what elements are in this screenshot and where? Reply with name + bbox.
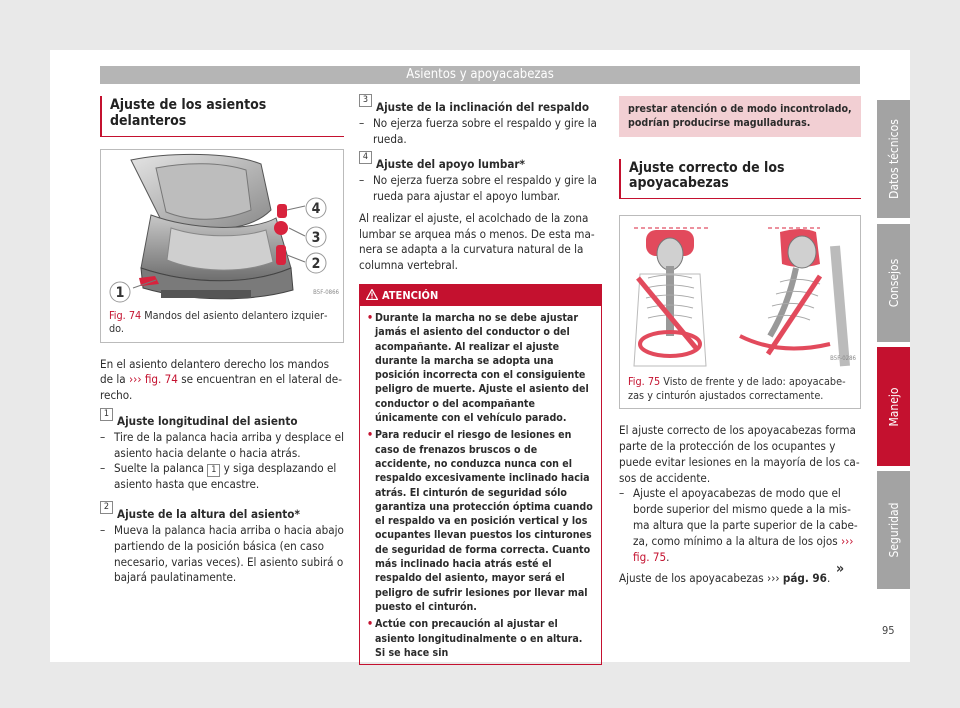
ref-arrows: ››› <box>840 533 854 548</box>
ref-arrows: ››› <box>767 571 780 586</box>
headrest-paragraph: El ajuste correcto de los apoyacabezas forma parte de la protección de los ocupantes y puede evitar lesiones en la mayoría de los casos de accidente. <box>619 423 860 485</box>
bullet-item: – No ejerza fuerza sobre el respaldo y gire la rueda para ajustar el apoyo lumbar. <box>359 173 602 205</box>
bullet-item: – Mueva la palanca hacia arriba o hacia abajo partiendo de la posición básica (en caso necesario, varias veces). El asiento subirá o bajará paulatinamente. <box>100 523 344 586</box>
section-heading-headrests: Ajuste correcto de los apoyacabezas <box>619 159 861 200</box>
callout-3: 3 <box>311 229 321 246</box>
fig-75-link[interactable]: fig. 75 <box>633 549 667 564</box>
page-number: 95 <box>882 624 895 637</box>
bullet-item: – Ajuste el apoyacabezas de modo que el borde superior del mismo quede a la misma altura que la parte superior de la cabeza, como mínimo a la altura de los ojos ››› fig. 75. <box>619 486 861 565</box>
figure-code: B5F-0286 <box>830 355 856 363</box>
figure-74 <box>100 149 344 343</box>
lumbar-paragraph: Al realizar el ajuste, el acolchado de la zona lumbar se arquea más o menos. De esta manera se adapta a la curvatura natural de la columna vertebral. <box>359 210 595 273</box>
ref-arrows: ››› <box>128 372 142 387</box>
warning-continuation: prestar atención o de modo incontrolado, podrían producirse magulladuras. <box>619 96 861 137</box>
column-3 <box>619 96 861 587</box>
seat-svg <box>101 150 343 303</box>
column-1 <box>100 96 344 586</box>
continue-mark: » <box>836 561 845 577</box>
column-2 <box>359 96 602 665</box>
figure-code: B5F-0866 <box>313 288 339 296</box>
step-number: 1 <box>100 408 113 421</box>
callout-1: 1 <box>115 284 125 301</box>
headrest-svg <box>620 216 860 369</box>
fig-74-link[interactable]: fig. 74 <box>144 372 178 387</box>
step-number: 4 <box>359 151 372 164</box>
bullet-item: – No ejerza fuerza sobre el respaldo y gire la rueda. <box>359 116 602 148</box>
figure-caption <box>620 369 860 408</box>
subheading-lumbar: 4 Ajuste del apoyo lumbar* <box>359 157 602 173</box>
step-number: 3 <box>359 94 372 107</box>
warning-icon <box>366 289 378 300</box>
figure-caption-text: Visto de frente y de lado: apoyacabezas y cinturón ajustados correctamente. <box>628 375 846 402</box>
figure-caption <box>101 303 343 342</box>
callout-2: 2 <box>311 255 321 272</box>
headrest-illustration <box>620 216 860 369</box>
tab-consejos[interactable]: Consejos <box>877 224 910 342</box>
bullet-item: – Tire de la palanca hacia arriba y desplace el asiento hacia delante o hacia atrás. <box>100 430 344 462</box>
bullet-item: – Suelte la palanca 1 y siga desplazando el asiento hasta que encastre. <box>100 461 344 493</box>
figure-caption-text: Mandos del asiento delantero izquierdo. <box>109 308 328 336</box>
page-96-link[interactable]: pág. 96 <box>782 571 827 586</box>
tab-datos-tecnicos[interactable]: Datos técnicos <box>877 100 910 218</box>
tab-seguridad[interactable]: Seguridad <box>877 471 910 589</box>
intro-paragraph: En el asiento delantero derecho los mandos de la ››› fig. 74 se encuentran en el lateral derecho. <box>100 356 342 403</box>
seat-controls-illustration <box>101 150 343 303</box>
warning-title: ATENCIÓN <box>360 285 601 306</box>
subheading-recline: 3 Ajuste de la inclinación del respaldo <box>359 100 602 116</box>
section-heading-seats: Ajuste de los asientos delanteros <box>100 96 344 137</box>
subheading-height: 2 Ajuste de la altura del asiento* <box>100 507 344 523</box>
warning-item: • Para reducir el riesgo de lesiones en caso de frenazos bruscos o de accidente, no conduzca nunca con el respaldo excesivamente inclinado hacia atrás. El cinturón de seguridad sólo garantiza una protección óptima cuando el respaldo va en posición vertical y los ocupantes llevan puestos los cinturones de seguridad de forma correcta. Cuanto más inclinado hacia atrás esté el respaldo del asiento, mayor será el peligro de sufrir lesiones por llevar mal puesto el cinturón. <box>367 428 594 614</box>
warning-box <box>359 284 602 665</box>
figure-75 <box>619 215 861 409</box>
chapter-header: Asientos y apoyacabezas <box>100 66 860 84</box>
tab-manejo[interactable]: Manejo <box>877 347 910 466</box>
subheading-longitudinal: 1 Ajuste longitudinal del asiento <box>100 414 344 430</box>
warning-item: • Durante la marcha no se debe ajustar jamás el asiento del conductor o del acompañante. Al realizar el ajuste durante la marcha se adopta una posición incorrecta con el consiguiente peligro de muerte. Ajuste el asiento del conductor o del acompañante únicamente con el vehículo parado. <box>367 311 594 425</box>
figure-label: Fig. 74 <box>109 308 142 322</box>
page-reference: Ajuste de los apoyacabezas ››› pág. 96. <box>619 571 831 586</box>
callout-4: 4 <box>311 200 321 217</box>
figure-label: Fig. 75 <box>628 375 661 389</box>
warning-item: • Actúe con precaución al ajustar el asiento longitudinalmente o en altura. Si se hace sin <box>367 617 594 660</box>
inline-number: 1 <box>207 464 220 477</box>
step-number: 2 <box>100 501 113 514</box>
